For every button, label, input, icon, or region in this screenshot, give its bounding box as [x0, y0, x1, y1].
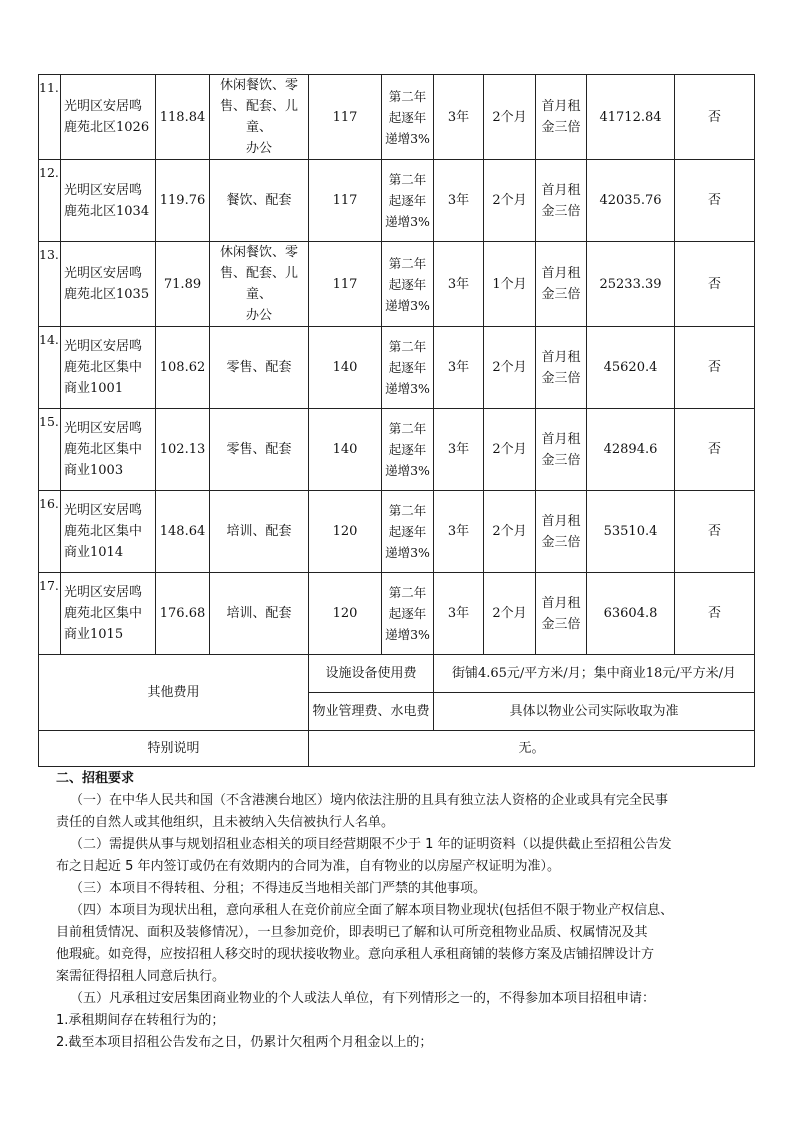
property-name	[61, 75, 156, 160]
base-price: 41712.84	[587, 75, 675, 160]
property-name	[61, 160, 156, 242]
deposit-terms-line: 金三倍	[541, 287, 581, 302]
usage-types	[210, 573, 309, 655]
property-name	[61, 573, 156, 655]
deposit-terms	[536, 160, 587, 242]
rent-increase-line: 起逐年	[388, 360, 427, 375]
deposit-terms	[536, 75, 587, 160]
rent-increase	[382, 573, 434, 655]
rent-increase	[382, 327, 434, 409]
facility-fee-label: 设施设备使用费	[309, 655, 434, 693]
rent-increase-line: 第二年	[388, 255, 427, 271]
requirement-paragraph: （三）本项目不得转租、分租；不得违反当地相关部门严禁的其他事项。	[70, 881, 487, 896]
rent-free-period: 1个月	[484, 242, 536, 327]
usage-types-line: 休闲餐饮、零	[219, 78, 298, 93]
rent-increase-line: 起逐年	[388, 193, 427, 208]
requirement-paragraph-continued: 他瑕疵。如竞得，应按招租人移交时的现状接收物业。意向承租人承租商铺的装修方案及店铺招牌设计方	[56, 947, 655, 962]
table-row	[39, 160, 755, 242]
flag-value: 否	[675, 573, 755, 655]
requirement-paragraph-continued: 目前租赁情况、面积及装修情况），一旦参加竞价，即表明已了解和认可所竞租物业品质、权属情况及其	[56, 925, 648, 940]
table-row	[39, 75, 755, 160]
requirement-paragraph: （一）在中华人民共和国（不含港澳台地区）境内依法注册的且具有独立法人资格的企业或具有完全民事	[70, 793, 669, 808]
rent-increase-line: 第二年	[388, 339, 427, 354]
flag-value: 否	[675, 242, 755, 327]
rent-free-period: 2个月	[484, 491, 536, 573]
property-name-line: 鹿苑北区1035	[64, 287, 150, 302]
property-fee-value: 具体以物业公司实际收取为准	[434, 693, 755, 731]
requirement-paragraph-continued: 案需征得招租人同意后执行。	[56, 969, 226, 984]
special-note-label: 特别说明	[39, 731, 309, 767]
usage-types-line: 办公	[245, 308, 272, 323]
area-value: 176.68	[156, 573, 210, 655]
row-index: 11.	[39, 75, 61, 160]
requirements-section	[56, 768, 746, 1054]
area-value: 71.89	[156, 242, 210, 327]
rent-increase	[382, 491, 434, 573]
lease-term: 3年	[434, 573, 484, 655]
property-name-line: 商业1015	[64, 627, 124, 642]
row-index: 14.	[39, 327, 61, 409]
usage-types	[210, 242, 309, 327]
rent-increase	[382, 75, 434, 160]
property-name-line: 鹿苑北区集中	[64, 360, 143, 375]
rent-increase-line: 递增3%	[385, 627, 430, 642]
deposit-terms	[536, 573, 587, 655]
property-name-line: 光明区安居鸣	[64, 503, 143, 518]
deposit-terms-line: 金三倍	[541, 616, 581, 632]
usage-types-line: 办公	[245, 141, 272, 156]
deposit-terms-line: 首月租	[541, 349, 581, 365]
rental-table	[38, 74, 755, 767]
usage-types	[210, 160, 309, 242]
rent-increase-line: 起逐年	[388, 276, 427, 292]
unit-price: 120	[309, 491, 382, 573]
base-price: 42894.6	[587, 409, 675, 491]
lease-term: 3年	[434, 327, 484, 409]
rent-increase-line: 递增3%	[385, 214, 430, 229]
base-price: 25233.39	[587, 242, 675, 327]
area-value: 118.84	[156, 75, 210, 160]
property-name-line: 鹿苑北区1026	[64, 120, 150, 135]
deposit-terms	[536, 491, 587, 573]
deposit-terms-line: 首月租	[541, 595, 581, 611]
unit-price: 140	[309, 327, 382, 409]
usage-types-line: 培训、配套	[226, 606, 292, 621]
requirement-paragraph: （二）需提供从事与规划招租业态相关的项目经营期限不少于 1 年的证明资料（以提供截止至招租公告发	[70, 837, 672, 852]
deposit-terms-line: 首月租	[541, 513, 581, 529]
deposit-terms	[536, 242, 587, 327]
rent-increase-line: 第二年	[388, 172, 427, 187]
rent-increase	[382, 242, 434, 327]
special-note-row	[39, 731, 755, 767]
fees-label: 其他费用	[39, 655, 309, 731]
deposit-terms-line: 金三倍	[541, 370, 581, 386]
rent-free-period: 2个月	[484, 573, 536, 655]
property-name-line: 鹿苑北区集中	[64, 606, 143, 621]
rent-increase-line: 起逐年	[388, 524, 427, 539]
usage-types	[210, 491, 309, 573]
usage-types-line: 零售、配套	[226, 360, 292, 375]
rent-increase-line: 第二年	[388, 585, 427, 600]
requirement-paragraph-continued: 责任的自然人或其他组织，且未被纳入失信被执行人名单。	[56, 815, 395, 830]
property-name	[61, 491, 156, 573]
requirement-item: 2.截至本项目招租公告发布之日，仍累计欠租两个月租金以上的；	[56, 1035, 433, 1050]
table-row	[39, 491, 755, 573]
requirement-paragraph: （四）本项目为现状出租，意向承租人在竞价前应全面了解本项目物业现状(包括但不限于物业产权信息、	[70, 903, 674, 918]
base-price: 53510.4	[587, 491, 675, 573]
property-name-line: 光明区安居鸣	[64, 266, 143, 281]
requirement-item: 1.承租期间存在转租行为的；	[56, 1013, 225, 1028]
unit-price: 140	[309, 409, 382, 491]
row-index: 17.	[39, 573, 61, 655]
unit-price: 117	[309, 75, 382, 160]
property-name-line: 光明区安居鸣	[64, 585, 143, 600]
base-price: 42035.76	[587, 160, 675, 242]
deposit-terms-line: 首月租	[541, 182, 581, 198]
rent-increase-line: 起逐年	[388, 606, 427, 621]
rent-free-period: 2个月	[484, 160, 536, 242]
deposit-terms-line: 金三倍	[541, 452, 581, 468]
rent-increase-line: 起逐年	[388, 109, 427, 125]
deposit-terms-line: 金三倍	[541, 203, 581, 219]
usage-types	[210, 327, 309, 409]
lease-term: 3年	[434, 242, 484, 327]
deposit-terms	[536, 409, 587, 491]
rent-increase-line: 起逐年	[388, 442, 427, 457]
flag-value: 否	[675, 327, 755, 409]
requirement-paragraph-continued: 布之日起近 5 年内签订或仍在有效期内的合同为准，自有物业的以房屋产权证明为准）。	[56, 859, 561, 874]
requirements-items	[56, 1010, 746, 1054]
flag-value: 否	[675, 409, 755, 491]
rent-increase-line: 递增3%	[385, 463, 430, 478]
usage-types-line: 餐饮、配套	[226, 193, 292, 208]
property-name	[61, 242, 156, 327]
deposit-terms-line: 首月租	[541, 99, 581, 114]
special-note-value: 无。	[309, 731, 755, 767]
area-value: 148.64	[156, 491, 210, 573]
property-name-line: 光明区安居鸣	[64, 421, 143, 436]
usage-types-line: 售、配套、儿童、	[219, 99, 298, 135]
unit-price: 117	[309, 160, 382, 242]
facility-fee-value: 街铺4.65元/平方米/月；集中商业18元/平方米/月	[434, 655, 755, 693]
usage-types-line: 培训、配套	[226, 524, 292, 539]
property-name-line: 鹿苑北区1034	[64, 203, 150, 219]
rent-free-period: 2个月	[484, 327, 536, 409]
property-name-line: 鹿苑北区集中	[64, 524, 143, 539]
deposit-terms-line: 金三倍	[541, 534, 581, 550]
property-name-line: 鹿苑北区集中	[64, 442, 143, 457]
property-name-line: 光明区安居鸣	[64, 99, 143, 114]
area-value: 108.62	[156, 327, 210, 409]
rent-increase-line: 递增3%	[385, 297, 430, 313]
deposit-terms-line: 首月租	[541, 266, 581, 281]
lease-term: 3年	[434, 491, 484, 573]
row-index: 13.	[39, 242, 61, 327]
rent-increase-line: 第二年	[388, 503, 427, 518]
flag-value: 否	[675, 75, 755, 160]
rent-increase-line: 递增3%	[385, 545, 430, 560]
usage-types-line: 零售、配套	[226, 442, 292, 457]
table-row	[39, 327, 755, 409]
area-value: 119.76	[156, 160, 210, 242]
flag-value: 否	[675, 160, 755, 242]
property-name-line: 商业1003	[64, 463, 124, 478]
lease-term: 3年	[434, 409, 484, 491]
usage-types	[210, 75, 309, 160]
unit-price: 120	[309, 573, 382, 655]
table-row	[39, 242, 755, 327]
deposit-terms-line: 金三倍	[541, 120, 581, 135]
table-row	[39, 409, 755, 491]
deposit-terms	[536, 327, 587, 409]
usage-types-line: 休闲餐饮、零	[219, 245, 298, 260]
property-name-line: 光明区安居鸣	[64, 182, 143, 198]
usage-types-line: 售、配套、儿童、	[219, 266, 298, 302]
row-index: 12.	[39, 160, 61, 242]
rent-free-period: 2个月	[484, 409, 536, 491]
requirements-paragraphs	[56, 790, 746, 1010]
row-index: 15.	[39, 409, 61, 491]
property-fee-label: 物业管理费、水电费	[309, 693, 434, 731]
usage-types	[210, 409, 309, 491]
property-name	[61, 327, 156, 409]
rent-increase	[382, 409, 434, 491]
requirement-paragraph: （五）凡承租过安居集团商业物业的个人或法人单位，有下列情形之一的，不得参加本项目招租申请：	[70, 991, 656, 1006]
lease-term: 3年	[434, 75, 484, 160]
property-name-line: 商业1001	[64, 381, 124, 396]
rent-increase-line: 递增3%	[385, 381, 430, 396]
fee-row-facility	[39, 655, 755, 693]
rent-increase-line: 第二年	[388, 88, 427, 104]
rent-increase-line: 递增3%	[385, 130, 430, 146]
unit-price: 117	[309, 242, 382, 327]
area-value: 102.13	[156, 409, 210, 491]
row-index: 16.	[39, 491, 61, 573]
requirements-heading: 二、招租要求	[56, 771, 135, 786]
lease-term: 3年	[434, 160, 484, 242]
base-price: 63604.8	[587, 573, 675, 655]
base-price: 45620.4	[587, 327, 675, 409]
rent-free-period: 2个月	[484, 75, 536, 160]
deposit-terms-line: 首月租	[541, 431, 581, 447]
property-name	[61, 409, 156, 491]
rent-increase	[382, 160, 434, 242]
property-name-line: 商业1014	[64, 545, 124, 560]
rent-increase-line: 第二年	[388, 421, 427, 436]
flag-value: 否	[675, 491, 755, 573]
property-name-line: 光明区安居鸣	[64, 339, 143, 354]
table-row	[39, 573, 755, 655]
